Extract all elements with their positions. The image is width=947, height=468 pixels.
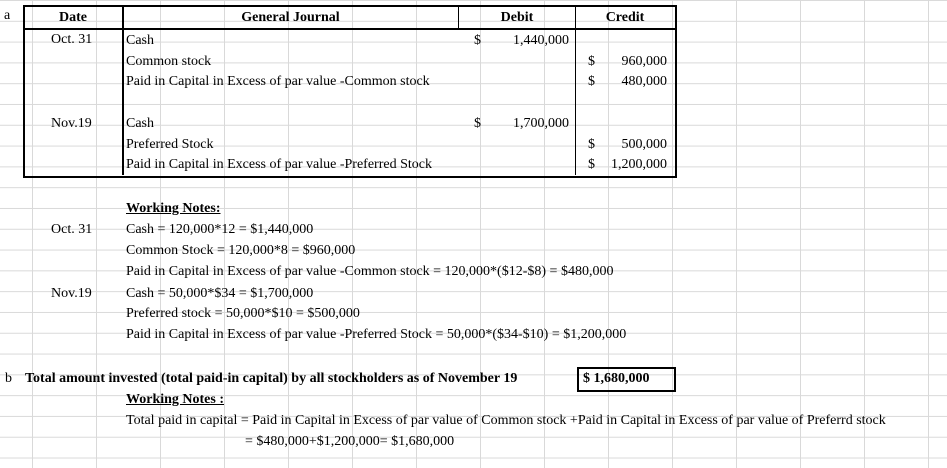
working-note-date: Nov.19 (51, 286, 92, 301)
header-general-journal: General Journal (241, 10, 340, 25)
credit-amount: 1,200,000 (611, 157, 667, 172)
credit-currency: $ (588, 157, 595, 172)
debit-amount: 1,440,000 (513, 33, 569, 48)
working-note-line: Cash = 120,000*12 = $1,440,000 (126, 222, 314, 237)
account-name: Paid in Capital in Excess of par value -Preferred Stock (126, 157, 432, 172)
date-column-divider (122, 7, 124, 175)
working-note-line: Paid in Capital in Excess of par value -Common stock = 120,000*($12-$8) = $480,000 (126, 264, 614, 279)
working-note-line: Cash = 50,000*$34 = $1,700,000 (126, 286, 314, 301)
debit-amount: 1,700,000 (513, 116, 569, 131)
credit-amount: 500,000 (621, 137, 667, 152)
credit-amount: 960,000 (621, 54, 667, 69)
credit-currency: $ (588, 54, 595, 69)
entry-date: Oct. 31 (51, 32, 93, 47)
debit-column-divider (575, 7, 576, 175)
part-b-formula: Total paid in capital = Paid in Capital in Excess of par value of Common stock +Paid in Capital in Excess of par value of Preferrd stock (126, 413, 886, 428)
debit-currency: $ (474, 116, 481, 131)
account-name: Cash (126, 116, 154, 131)
header-debit: Debit (500, 10, 534, 25)
account-name: Common stock (126, 54, 212, 69)
working-notes-title: Working Notes: (126, 201, 221, 216)
working-note-line: Common Stock = 120,000*8 = $960,000 (126, 243, 356, 258)
part-b-result: = $480,000+$1,200,000= $1,680,000 (245, 434, 455, 449)
working-note-line: Preferred stock = 50,000*$10 = $500,000 (126, 306, 360, 321)
header-credit: Credit (605, 10, 645, 25)
account-name: Paid in Capital in Excess of par value -Common stock (126, 74, 430, 89)
part-b-label: b (5, 371, 12, 386)
entry-date: Nov.19 (51, 116, 92, 131)
working-note-date: Oct. 31 (51, 222, 93, 237)
credit-currency: $ (588, 137, 595, 152)
account-name: Cash (126, 33, 154, 48)
header-date: Date (59, 10, 87, 25)
working-note-line: Paid in Capital in Excess of par value -Preferred Stock = 50,000*($34-$10) = $1,200,000 (126, 327, 627, 342)
account-name: Preferred Stock (126, 137, 214, 152)
credit-amount: 480,000 (621, 74, 667, 89)
part-b-question: Total amount invested (total paid-in capital) by all stockholders as of November 19 (25, 371, 518, 386)
debit-currency: $ (474, 33, 481, 48)
part-b-answer: $ 1,680,000 (583, 371, 650, 386)
credit-currency: $ (588, 74, 595, 89)
part-a-label: a (4, 8, 11, 23)
part-b-notes-title: Working Notes : (126, 392, 224, 407)
